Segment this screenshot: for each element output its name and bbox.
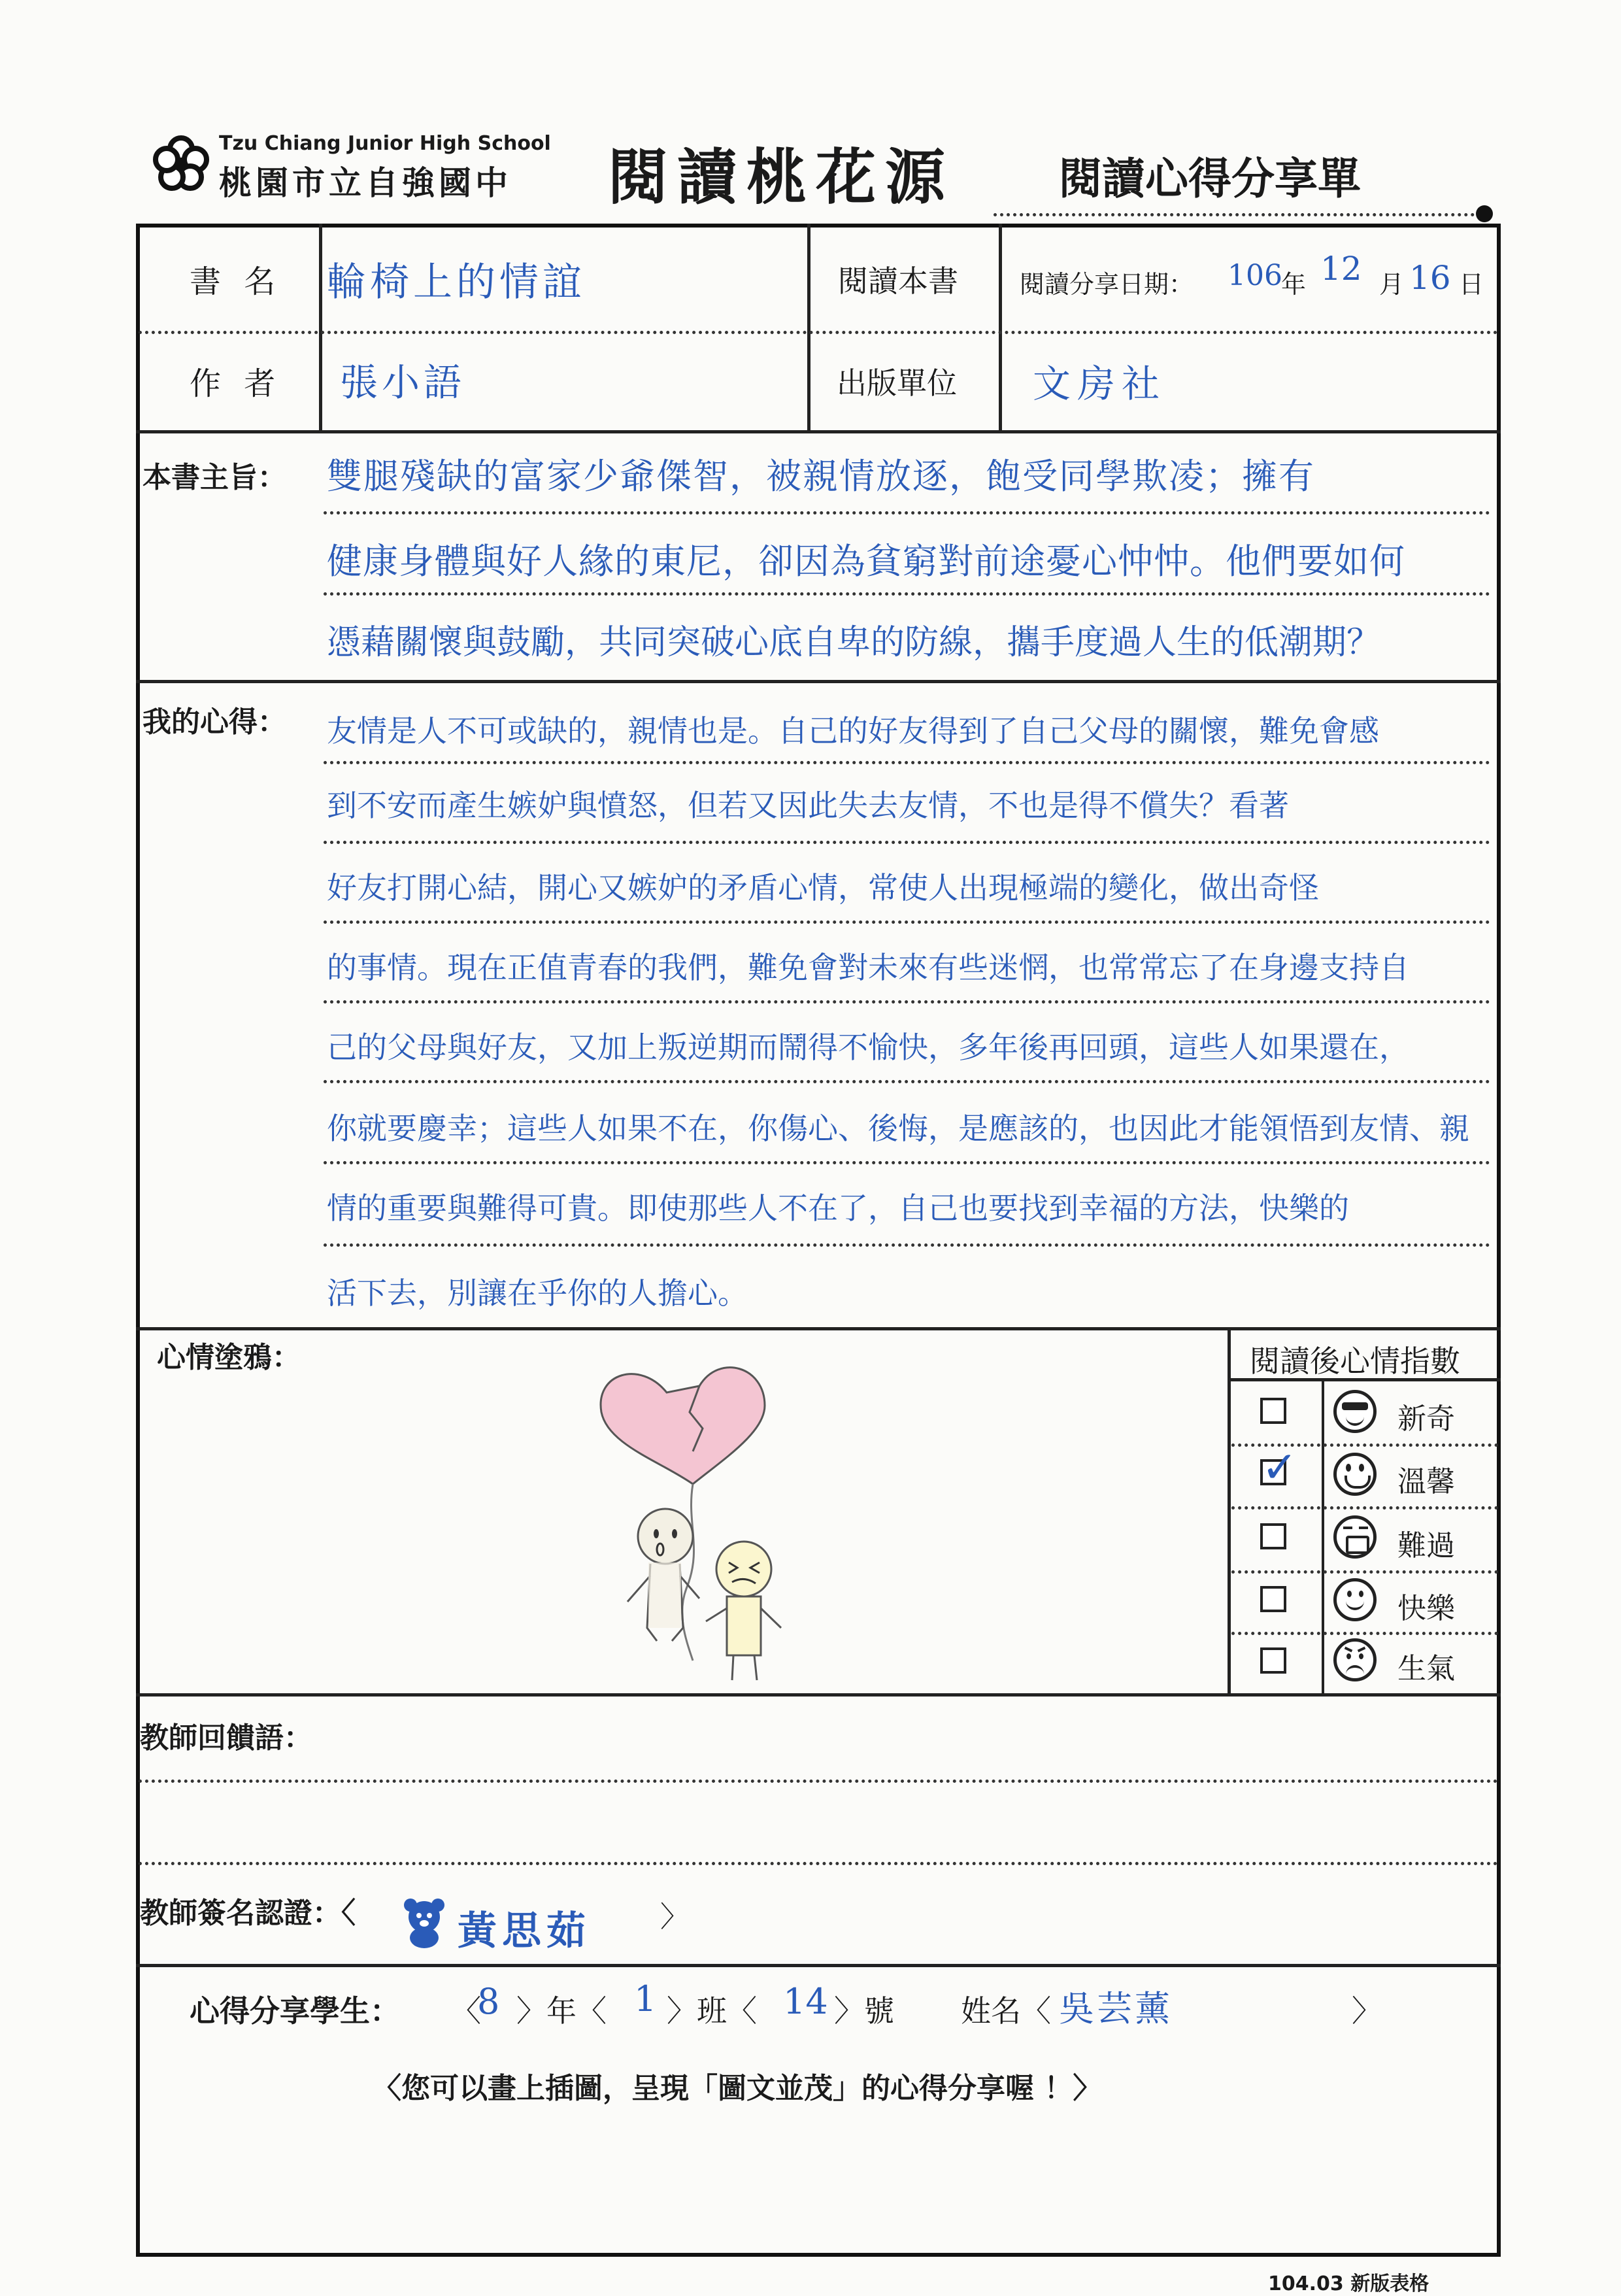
mood-label-happy: 快樂 xyxy=(1397,1592,1455,1625)
header-dotted-rule xyxy=(994,213,1481,216)
form-frame xyxy=(136,224,1501,2257)
date-label: 閱讀分享日期： xyxy=(1020,270,1194,299)
date-day: 16 xyxy=(1409,259,1451,297)
reflection-line-6: 你就要慶幸；這些人如果不在，你傷心、後悔，是應該的，也因此才能領悟到友情、親 xyxy=(327,1111,1469,1146)
feedback-rule xyxy=(139,1862,1498,1865)
mood-label-angry: 生氣 xyxy=(1397,1652,1455,1685)
year-unit: 年 xyxy=(1281,270,1307,299)
reflection-label: 我的心得： xyxy=(142,705,286,739)
month-unit: 月 xyxy=(1379,270,1405,299)
reflection-rule xyxy=(324,1080,1490,1083)
reflection-rule xyxy=(324,1161,1490,1164)
reflection-line-5: 己的父母與好友，又加上叛逆期而鬧得不愉快，多年後再回頭，這些人如果還在， xyxy=(327,1030,1409,1065)
theme-line-1: 雙腿殘缺的富家少爺傑智，被親情放逐，飽受同學欺凌；擁有 xyxy=(327,456,1315,497)
mood-box-border xyxy=(1228,1327,1231,1695)
header-rule-dot xyxy=(1476,205,1493,222)
teacher-feedback-label: 教師回饋語： xyxy=(140,1721,312,1755)
book-name-value: 輪椅上的情誼 xyxy=(327,260,586,305)
publisher-value: 文房社 xyxy=(1033,362,1167,406)
theme-line-2: 健康身體與好人緣的東尼，卻因為貧窮對前途憂心忡忡。他們要如何 xyxy=(327,541,1405,582)
program-title: 閱讀桃花源 xyxy=(608,143,955,212)
student-class: 1 xyxy=(634,1978,657,2019)
mood-row-rule xyxy=(1231,1506,1498,1510)
mood-row-rule xyxy=(1231,1570,1498,1574)
name-close: 〉 xyxy=(1352,1993,1382,2029)
school-logo xyxy=(152,135,210,194)
mood-col-divider xyxy=(1322,1378,1324,1695)
mood-checkbox-happy[interactable] xyxy=(1260,1586,1286,1612)
mood-header: 閱讀後心情指數 xyxy=(1250,1343,1460,1379)
teacher-sign-name: 黃思茹 xyxy=(458,1908,591,1954)
author-value: 張小語 xyxy=(340,360,466,405)
number-close: 〉號 xyxy=(834,1993,894,2029)
date-year: 106 xyxy=(1228,259,1282,292)
reflection-line-3: 好友打開心結，開心又嫉妒的矛盾心情，常使人出現極端的變化，做出奇怪 xyxy=(327,870,1319,905)
reflection-rule xyxy=(324,1000,1490,1004)
reflection-rule xyxy=(324,761,1490,764)
reflection-rule xyxy=(324,920,1490,924)
doodle-drawing xyxy=(588,1353,850,1700)
mood-label-warm: 溫馨 xyxy=(1397,1465,1455,1498)
publisher-label: 出版單位 xyxy=(837,365,957,401)
mood-check-mark: ✓ xyxy=(1262,1442,1298,1493)
cry-face-icon xyxy=(1333,1515,1377,1559)
student-name: 吳芸薰 xyxy=(1059,1988,1173,2029)
reflection-rule xyxy=(324,841,1490,844)
name-label: 姓名〈 xyxy=(961,1993,1051,2029)
doodle-label: 心情塗鴉： xyxy=(157,1341,301,1374)
sheet-title: 閱讀心得分享單 xyxy=(1059,154,1361,204)
info-grid-line xyxy=(807,224,811,431)
theme-rule xyxy=(324,592,1490,596)
plum-blossom-icon xyxy=(152,135,210,194)
mood-checkbox-angry[interactable] xyxy=(1260,1647,1286,1674)
student-grade: 8 xyxy=(477,1981,500,2022)
angry-face-icon xyxy=(1333,1638,1377,1681)
teacher-sign-close: 〉 xyxy=(660,1900,689,1934)
reflection-line-1: 友情是人不可或缺的，親情也是。自己的好友得到了自己父母的關懷，難免會感 xyxy=(327,713,1379,749)
grin-face-icon xyxy=(1333,1453,1377,1496)
date-month: 12 xyxy=(1320,250,1362,288)
class-close: 〉班〈 xyxy=(667,1993,757,2029)
theme-line-3: 憑藉關懷與鼓勵，共同突破心底自卑的防線，攜手度過人生的低潮期？ xyxy=(327,623,1381,662)
section-divider xyxy=(136,1964,1501,1967)
footer-note: 〈您可以畫上插圖，呈現「圖文並茂」的心得分享喔 ！〉 xyxy=(373,2072,1102,2105)
theme-rule xyxy=(324,511,1490,515)
student-label: 心得分享學生： xyxy=(190,1993,400,2029)
reflection-line-4: 的事情。現在正值青春的我們，難免會對未來有些迷惘，也常常忘了在身邊支持自 xyxy=(327,950,1409,985)
reflection-line-7: 情的重要與難得可貴。即使那些人不在了，自己也要找到幸福的方法，快樂的 xyxy=(327,1190,1349,1226)
bear-stamp-icon xyxy=(401,1896,447,1948)
section-divider xyxy=(136,1327,1501,1330)
mood-checkbox-sad[interactable] xyxy=(1260,1523,1286,1549)
reflection-line-8: 活下去，別讓在乎你的人擔心。 xyxy=(327,1275,748,1311)
info-grid-line xyxy=(999,224,1002,431)
reflection-rule xyxy=(324,1243,1490,1247)
info-grid-line xyxy=(136,430,1501,433)
grade-open: 〈 xyxy=(451,1993,481,2029)
mood-label-novel: 新奇 xyxy=(1397,1402,1455,1436)
teacher-sign-label: 教師簽名認證：〈 xyxy=(140,1897,356,1930)
school-name-zh: 桃園市立自強國中 xyxy=(219,164,512,202)
section-divider xyxy=(136,1693,1501,1697)
grade-close: 〉年〈 xyxy=(516,1993,607,2029)
info-row-divider xyxy=(139,331,1498,334)
broken-heart-balloon-icon xyxy=(588,1353,850,1700)
book-name-label: 書 名 xyxy=(190,263,282,300)
feedback-rule xyxy=(139,1780,1498,1783)
reflection-line-2: 到不安而產生嫉妒與憤怒，但若又因此失去友情，不也是得不償失？看著 xyxy=(327,788,1289,823)
cool-face-icon xyxy=(1333,1390,1377,1433)
author-label: 作 者 xyxy=(190,365,282,402)
info-grid-line xyxy=(319,224,322,431)
mood-label-sad: 難過 xyxy=(1397,1529,1455,1562)
theme-label: 本書主旨： xyxy=(142,461,286,494)
smile-face-icon xyxy=(1333,1578,1377,1621)
read-this-label: 閱讀本書 xyxy=(838,263,958,299)
mood-checkbox-novel[interactable] xyxy=(1260,1398,1286,1424)
section-divider xyxy=(136,680,1501,683)
form-version: 104.03 新版表格 xyxy=(1268,2272,1429,2295)
student-number: 14 xyxy=(783,1981,828,2022)
day-unit: 日 xyxy=(1459,270,1484,299)
school-name-en: Tzu Chiang Junior High School xyxy=(219,132,551,155)
mood-row-rule xyxy=(1231,1632,1498,1635)
